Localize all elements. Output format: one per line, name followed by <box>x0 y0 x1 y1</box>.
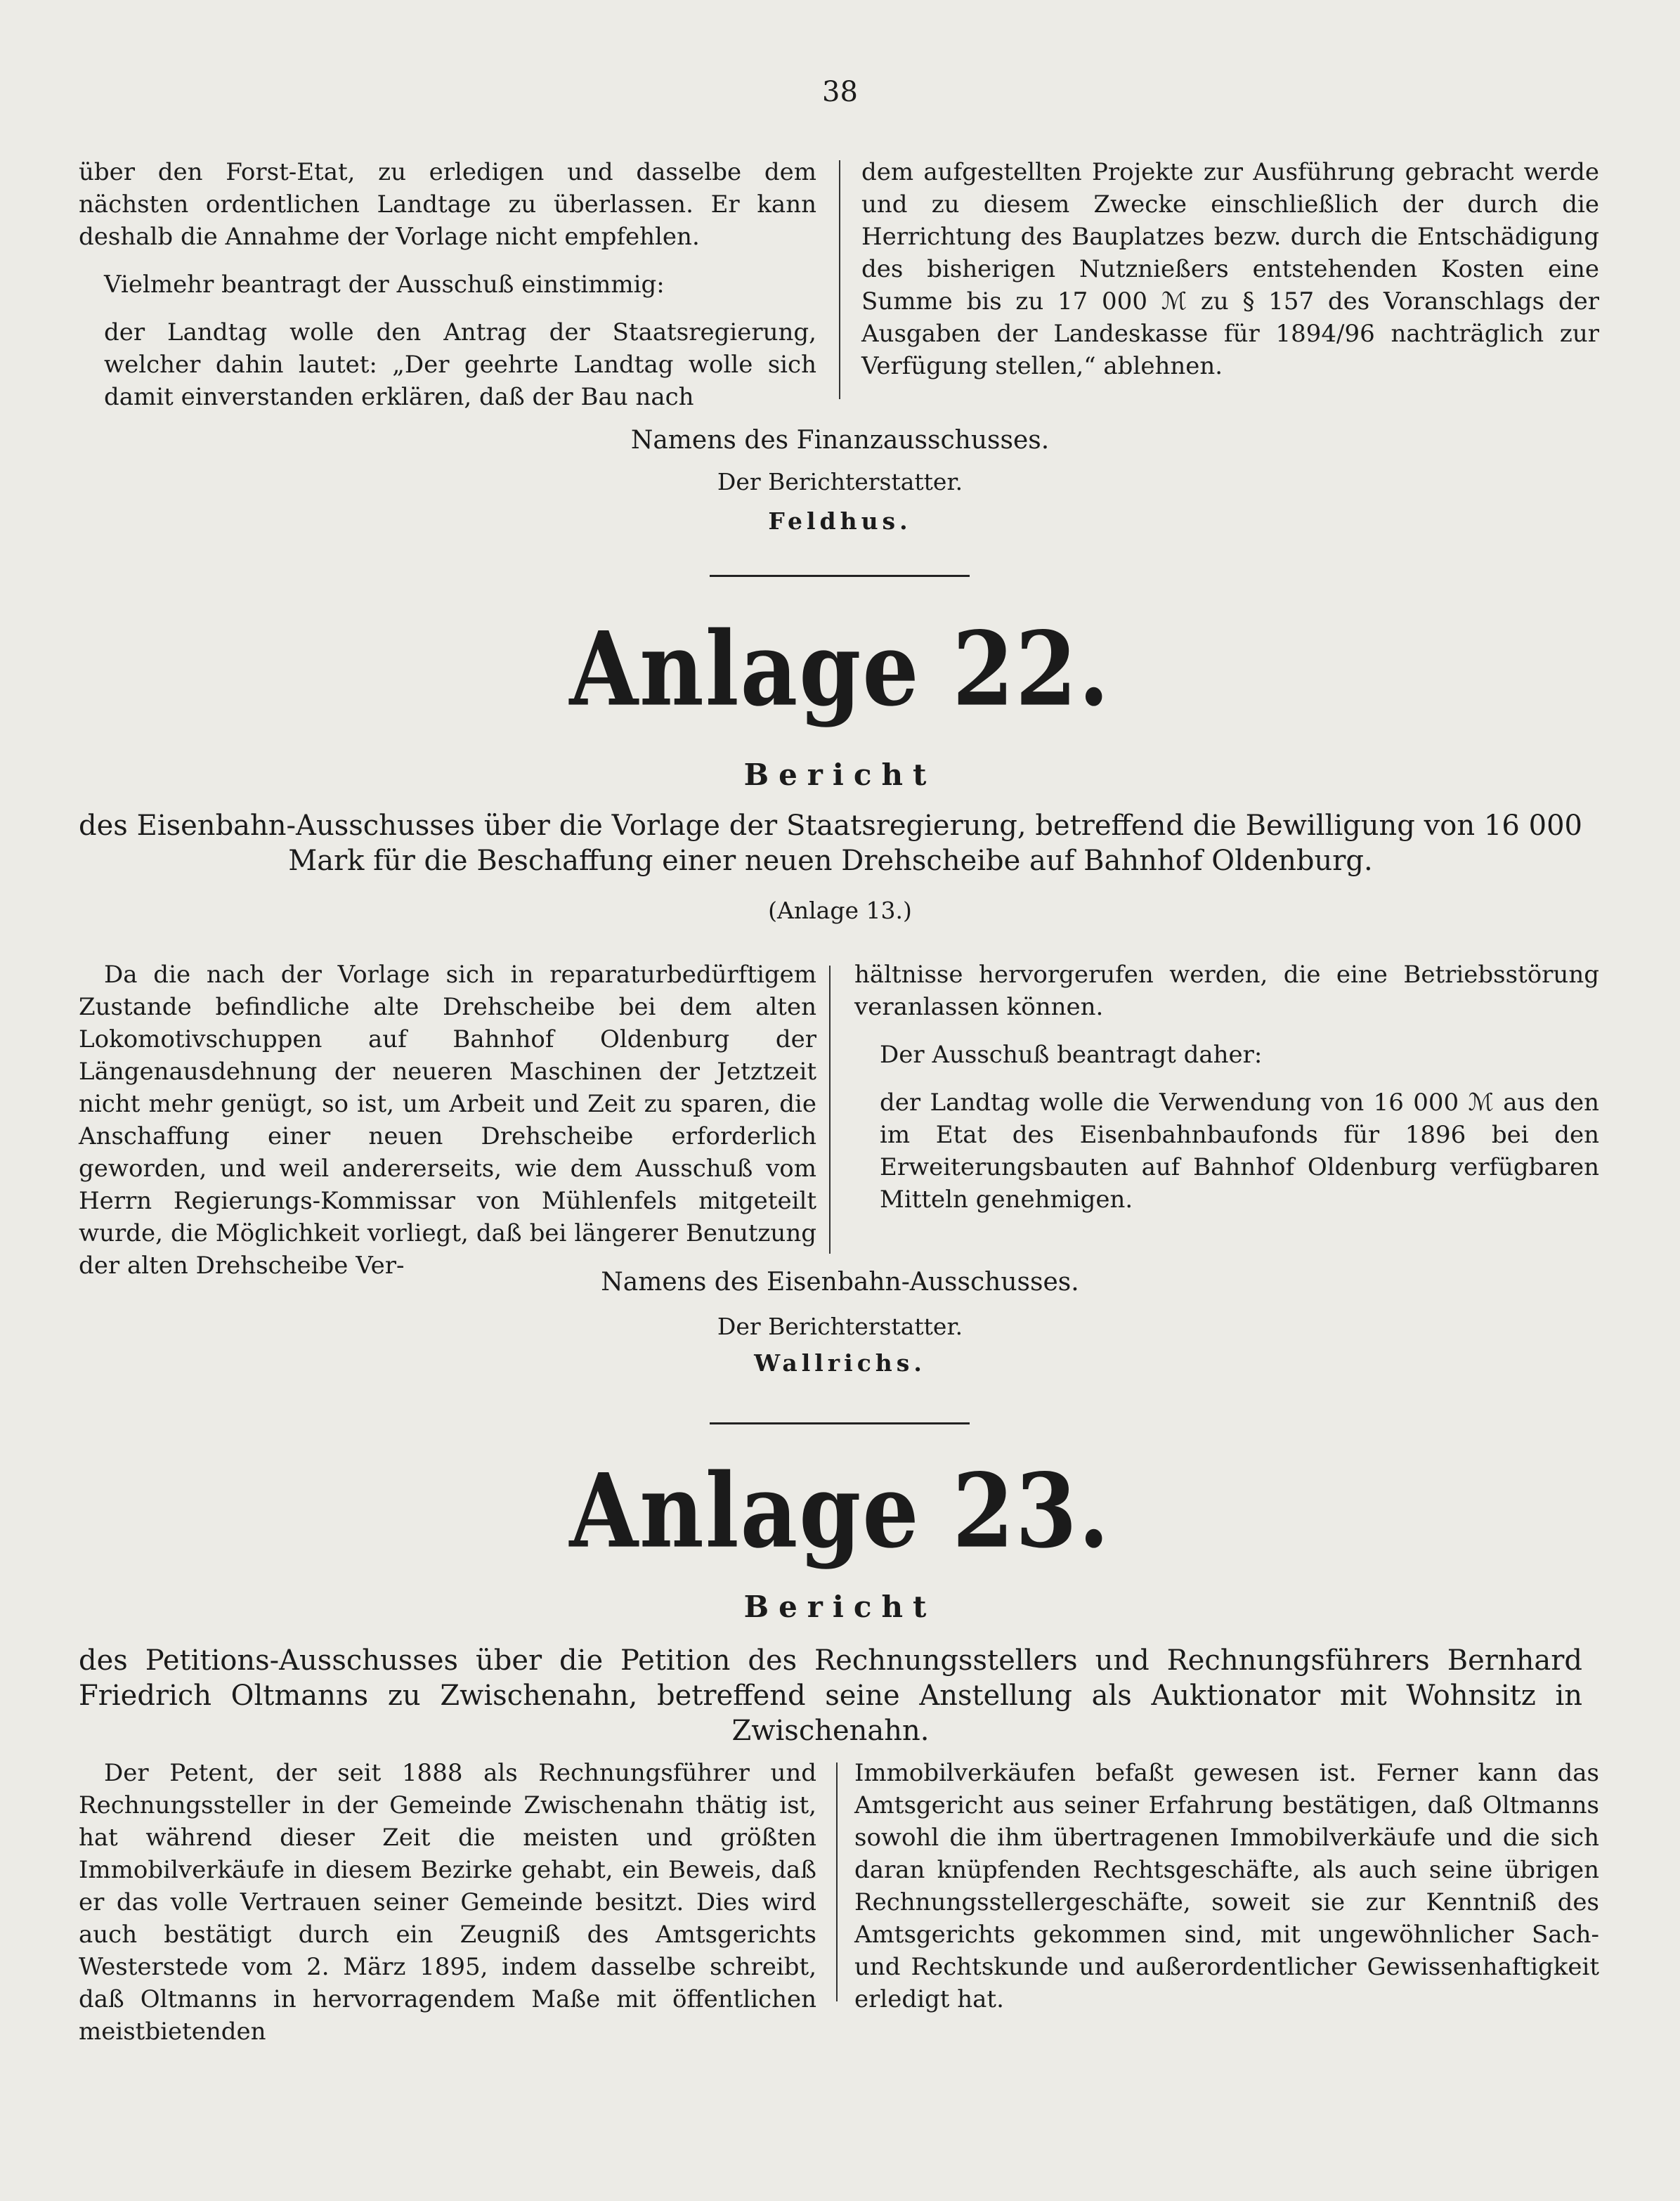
paragraph: Vielmehr beantragt der Ausschuß einstimmig: <box>104 271 665 299</box>
signature-committee: Namens des Eisenbahn-Ausschusses. <box>601 1268 1079 1297</box>
anlage-23-subtitle: des Petitions-Ausschusses über die Petition des Rechnungsstellers und Rechnungsführers Bernhard Friedrich Oltmanns zu Zwischenahn, betreffend seine Anstellung als Auktionator mit Wohnsitz in Zwischenahn. <box>79 1644 1582 1747</box>
signature-committee: Namens des Finanzausschusses. <box>630 426 1050 455</box>
top-right-column <box>861 156 1599 382</box>
signature-role: Der Berichterstatter. <box>717 1313 963 1340</box>
anlage-22-bericht: Bericht <box>743 758 937 792</box>
column-divider <box>836 1762 838 2001</box>
section-rule <box>710 575 970 577</box>
paragraph: über den Forst-Etat, zu erledigen und dasselbe dem nächsten ordentlichen Landtage zu überlassen. Er kann deshalb die Annahme der Vorlage nicht empfehlen. <box>79 158 816 251</box>
paragraph: hältnisse hervorgerufen werden, die eine Betriebsstörung veranlassen können. <box>854 961 1599 1021</box>
paragraph: Der Petent, der seit 1888 als Rechnungsführer und Rechnungssteller in der Gemeinde Zwischenahn thätig ist, hat während dieser Zeit die meisten und größten Immobilverkäufe in diesem Bezirke gehabt, ein Beweis, daß er das volle Vertrauen seiner Gemeinde besitzt. Dies wird auch bestätigt durch ein Zeugniß des Amtsgerichts Westerstede vom 2. März 1895, indem dasselbe schreibt, daß Oltmanns in hervorragendem Maße mit öffentlichen meistbietenden <box>79 1759 816 2046</box>
signature-name: Feldhus. <box>768 507 912 535</box>
anlage-22-title: Anlage 22. <box>569 609 1111 729</box>
signature-role: Der Berichterstatter. <box>717 468 963 495</box>
anlage-22-left-column <box>79 959 816 1282</box>
anlage-22-right-column <box>854 959 1599 1216</box>
anlage-23-right-column <box>854 1757 1599 2015</box>
paragraph: der Landtag wolle die Verwendung von 16 000 ℳ aus den im Etat des Eisenbahnbaufonds für 1896 bei den Erweiterungsbauten auf Bahnhof Oldenburg verfügbaren Mitteln genehmigen. <box>880 1089 1599 1214</box>
signature-name: Wallrichs. <box>754 1349 926 1377</box>
section-rule <box>710 1422 970 1424</box>
page-number: 38 <box>822 76 858 108</box>
anlage-22-reference: (Anlage 13.) <box>768 897 912 924</box>
top-left-column <box>79 156 816 413</box>
anlage-23-title: Anlage 23. <box>569 1450 1111 1571</box>
column-divider <box>829 966 831 1254</box>
anlage-23-left-column <box>79 1757 816 2048</box>
anlage-23-bericht: Bericht <box>743 1590 937 1624</box>
paragraph: dem aufgestellten Projekte zur Ausführung gebracht werde und zu diesem Zwecke einschließlich der durch die Herrichtung des Bauplatzes bezw. durch die Entschädigung des bisherigen Nutznießers entstehenden Kosten eine Summe bis zu 17 000 ℳ zu § 157 des Voranschlags der Ausgaben der Landeskasse für 1894/96 nachträglich zur Verfügung stellen,“ ablehnen. <box>861 158 1599 380</box>
paragraph: der Landtag wolle den Antrag der Staatsregierung, welcher dahin lautet: „Der geehrte Landtag wolle sich damit einverstanden erklären, daß der Bau nach <box>104 318 816 411</box>
paragraph: Da die nach der Vorlage sich in reparaturbedürftigem Zustande befindliche alte Drehscheibe bei dem alten Lokomotivschuppen auf Bahnhof Oldenburg der Längenausdehnung der neueren Maschinen der Jetztzeit nicht mehr genügt, so ist, um Arbeit und Zeit zu sparen, die Anschaffung einer neuen Drehscheibe erforderlich geworden, und weil andererseits, wie dem Ausschuß vom Herrn Regierungs-Kommissar von Mühlenfels mitgeteilt wurde, die Möglichkeit vorliegt, daß bei längerer Benutzung der alten Drehscheibe Ver- <box>79 961 816 1280</box>
paragraph: Der Ausschuß beantragt daher: <box>880 1041 1263 1069</box>
anlage-22-subtitle: des Eisenbahn-Ausschusses über die Vorlage der Staatsregierung, betreffend die Bewilligung von 16 000 Mark für die Beschaffung einer neuen Drehscheibe auf Bahnhof Oldenburg. <box>79 810 1582 877</box>
paragraph: Immobilverkäufen befaßt gewesen ist. Ferner kann das Amtsgericht aus seiner Erfahrung bestätigen, daß Oltmanns sowohl die ihm übertragenen Immobilverkäufe und die sich daran knüpfenden Rechtsgeschäfte, als auch seine übrigen Rechnungsstellergeschäfte, soweit sie zur Kenntniß des Amtsgerichts gekommen sind, mit ungewöhnlicher Sach- und Rechtskunde und außerordentlicher Gewissenhaftigkeit erledigt hat. <box>854 1759 1599 2013</box>
column-divider <box>839 160 840 399</box>
